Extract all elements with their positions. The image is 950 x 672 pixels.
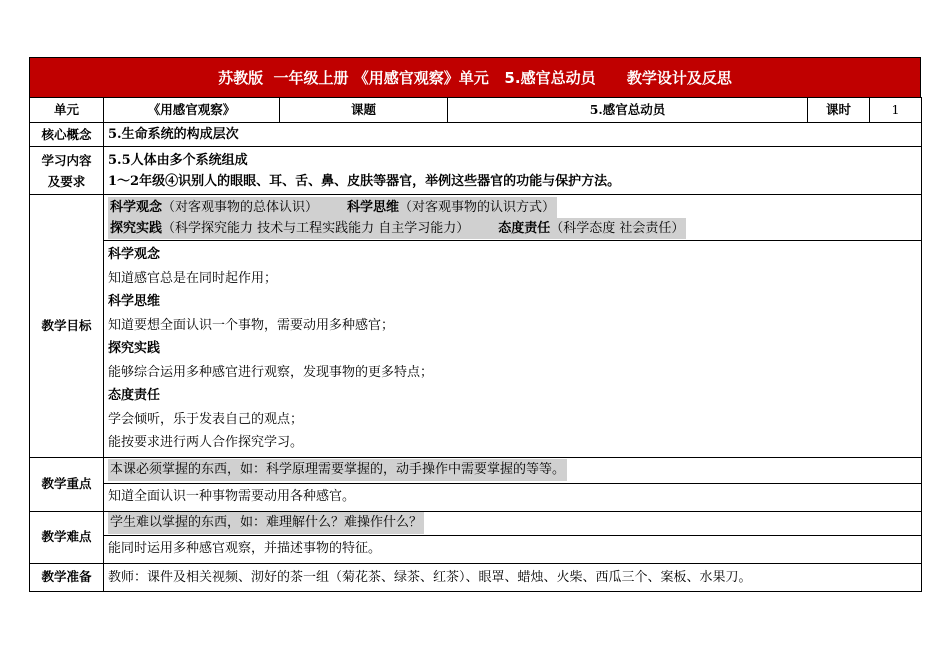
legend-science-thinking: 科学思维 [346,199,399,215]
unit-value: 《用感官观察》 [104,98,280,123]
topic-value: 5.感官总动员 [448,98,808,123]
legend-inquiry-practice-desc: （科学探究能力 技术与工程实践能力 自主学习能力） [162,220,470,236]
goals-legend [104,195,922,241]
preparation-value: 教师：课件及相关视频、沏好的茶一组（菊花茶、绿茶、红茶）、眼罩、蜡烛、火柴、西瓜三个、案板、水果刀。 [104,563,922,591]
key-points-value: 知道全面认识一种事物需要动用各种感官。 [104,483,922,511]
difficulties-hint: 学生难以掌握的东西，如：难理解什么？难操作什么？ [108,512,424,534]
requirements-value [104,147,922,195]
core-concept-value: 5.生命系统的构成层次 [104,123,922,147]
goals-content [104,241,922,458]
goal-text-thinking: 知道要想全面认识一个事物，需要动用多种感官； [108,317,395,333]
lesson-plan-table [29,97,922,592]
legend-science-concept: 科学观念 [110,199,163,215]
goals-legend-bar1 [108,197,557,218]
difficulties-value: 能同时运用多种感官观察，并描述事物的特征。 [104,535,922,563]
key-points-value-row [30,483,922,511]
hours-value: 1 [870,98,922,123]
requirements-label [30,147,104,195]
legend-inquiry-practice: 探究实践 [110,220,163,236]
document-banner: 苏教版 一年级上册 《用感官观察》单元 5.感官总动员 教学设计及反思 [29,57,921,97]
difficulties-hint-cell [104,511,922,535]
core-concept-label: 核心概念 [30,123,104,147]
requirements-label-line2: 及要求 [47,173,86,189]
lesson-plan-document [29,57,921,592]
requirements-line1: 5.5人体由多个系统组成 [108,152,248,168]
legend-attitude-desc: （科学态度 社会责任） [550,220,685,236]
legend-science-thinking-desc: （对客观事物的认识方式） [398,199,555,215]
goal-text-concept: 知道感官总是在同时起作用； [108,270,278,286]
goal-text-attitude-2: 能按要求进行两人合作探究学习。 [108,435,304,450]
difficulties-value-row [30,535,922,563]
goals-content-row [30,241,922,458]
unit-label: 单元 [30,98,104,123]
requirements-label-line1: 学习内容 [41,152,92,168]
goal-heading-concept: 科学观念 [108,247,161,262]
goals-legend-bar2 [108,218,686,239]
goal-heading-attitude: 态度责任 [108,388,161,403]
goals-legend-line1 [108,197,917,218]
preparation-row [30,563,922,591]
key-points-hint-cell [104,457,922,483]
legend-science-concept-desc: （对客观事物的总体认识） [162,199,319,215]
difficulties-label: 教学难点 [30,511,104,563]
goals-legend-line2 [108,218,917,239]
topic-label: 课题 [280,98,448,123]
requirements-line2: 1～2年级④识别人的眼眼、耳、舌、鼻、皮肤等器官，举例这些器官的功能与保护方法。 [108,173,621,189]
key-points-hint-row [30,457,922,483]
core-concept-row [30,123,922,147]
preparation-label: 教学准备 [30,563,104,591]
key-points-hint: 本课必须掌握的东西，如：科学原理需要掌握的，动手操作中需要掌握的等等。 [108,459,567,481]
goal-text-attitude-1: 学会倾听，乐于发表自己的观点； [108,411,304,427]
legend-attitude: 态度责任 [498,220,551,236]
header-row [30,98,922,123]
goals-legend-row [30,195,922,241]
goal-heading-thinking: 科学思维 [108,294,161,309]
difficulties-hint-row [30,511,922,535]
goal-heading-practice: 探究实践 [108,341,161,356]
key-points-label: 教学重点 [30,457,104,511]
requirements-row [30,147,922,195]
goals-label: 教学目标 [30,195,104,458]
hours-label: 课时 [808,98,870,123]
goal-text-practice: 能够综合运用多种感官进行观察，发现事物的更多特点； [108,364,434,380]
